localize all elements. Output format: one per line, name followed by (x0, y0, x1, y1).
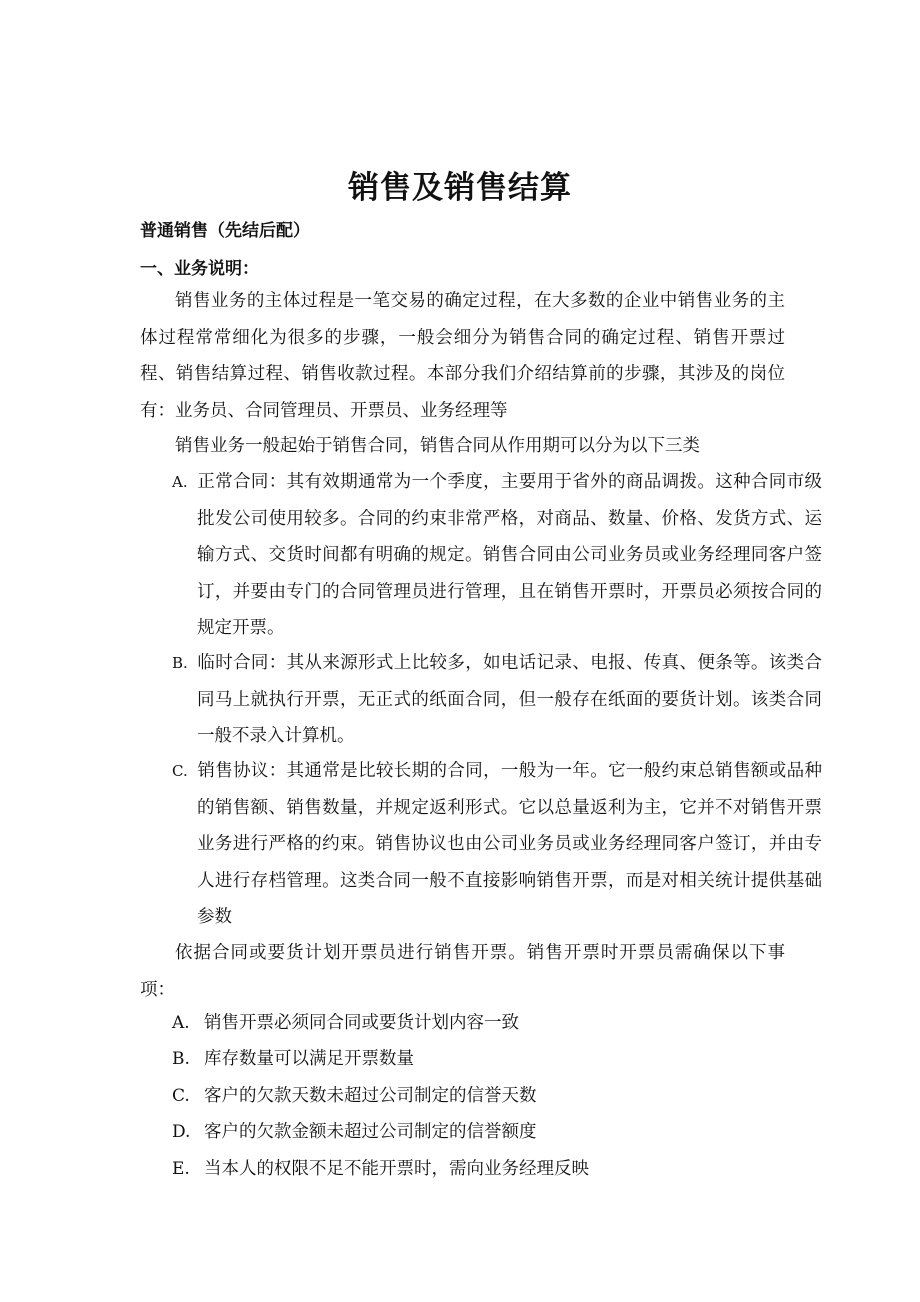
checklist-item (172, 1005, 519, 1042)
list-marker: B. (172, 1049, 190, 1069)
list-marker: B. (172, 654, 188, 672)
list-marker: A. (172, 473, 188, 491)
contract-type-item (172, 464, 822, 647)
list-marker: C. (172, 762, 188, 780)
contract-type-text: 销售协议：其通常是比较长期的合同，一般为一年。它一般约束总销售额或品种的销售额、销售数量，并规定返利形式。它以总量返利为主，它并不对销售开票业务进行严格的约束。销售协议也由公司业务员或业务经理同客户签订，并由专人进行存档管理。这类合同一般不直接影响销售开票，而是对相关统计提供基础参数 (197, 761, 822, 927)
contract-type-item (172, 645, 822, 755)
contract-type-text: 临时合同：其从来源形式上比较多，如电话记录、电报、传真、便条等。该类合同马上就执行开票，无正式的纸面合同，但一般存在纸面的要货计划。该类合同一般不录入计算机。 (197, 653, 822, 746)
page-title: 销售及销售结算 (348, 170, 572, 206)
checklist-item (172, 1114, 537, 1151)
list-marker: D. (172, 1122, 191, 1142)
checklist-text: 库存数量可以满足开票数量 (204, 1049, 414, 1069)
contract-intro-paragraph: 销售业务一般起始于销售合同，销售合同从作用期可以分为以下三类 (175, 436, 700, 456)
list-marker: E. (172, 1159, 190, 1179)
checklist-text: 客户的欠款金额未超过公司制定的信誉额度 (204, 1122, 537, 1142)
checklist-item (172, 1151, 589, 1188)
checklist-item (172, 1078, 537, 1115)
intro-paragraph: 销售业务的主体过程是一笔交易的确定过程，在大多数的企业中销售业务的主体过程常常细化为很多的步骤，一般会细分为销售合同的确定过程、销售开票过程、销售结算过程、销售收款过程。本部分我们介绍结算前的步骤，其涉及的岗位有：业务员、合同管理员、开票员、业务经理等 (140, 291, 785, 421)
invoice-intro-paragraph: 依据合同或要货计划开票员进行销售开票。销售开票时开票员需确保以下事项： (140, 943, 785, 1000)
section-subheading: 一、业务说明： (140, 259, 259, 279)
contract-type-text: 正常合同：其有效期通常为一个季度，主要用于省外的商品调拨。这种合同市级批发公司使用较多。合同的约束非常严格，对商品、数量、价格、发货方式、运输方式、交货时间都有明确的规定。销售合同由公司业务员或业务经理同客户签订，并要由专门的合同管理员进行管理，且在销售开票时，开票员必须按合同的规定开票。 (197, 472, 822, 638)
checklist-text: 当本人的权限不足不能开票时，需向业务经理反映 (204, 1159, 589, 1179)
list-marker: A. (172, 1013, 190, 1033)
checklist-item (172, 1041, 414, 1078)
checklist-text: 销售开票必须同合同或要货计划内容一致 (204, 1013, 519, 1033)
section-heading: 普通销售（先结后配） (140, 221, 310, 241)
list-marker: C. (172, 1086, 190, 1106)
contract-type-item (172, 753, 822, 936)
checklist-text: 客户的欠款天数未超过公司制定的信誉天数 (204, 1086, 537, 1106)
